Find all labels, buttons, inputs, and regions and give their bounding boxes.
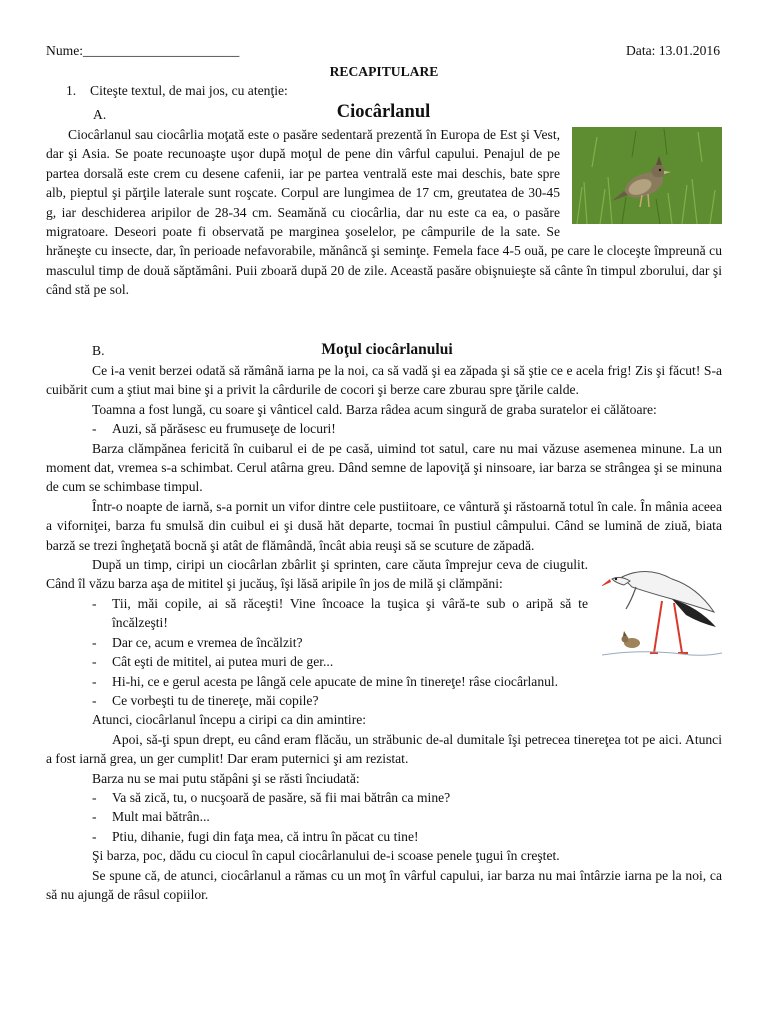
dialogue-line-text: - Mult mai bătrân... xyxy=(112,809,210,825)
dialogue-line xyxy=(46,807,722,826)
story-paragraph xyxy=(46,400,722,419)
worksheet-title: RECAPITULARE xyxy=(329,64,439,79)
section-a-title: Ciocârlanul xyxy=(336,102,431,122)
dialogue-line xyxy=(46,788,722,807)
dialogue-line-text: - Tii, măi copile, ai să răceşti! Vine încoace la tuşica şi vâră-te sub o aripă să te încălzeşti! xyxy=(112,595,588,631)
dialogue-line-text: - Dar ce, acum e vremea de încălzit? xyxy=(112,634,303,650)
dialogue-line xyxy=(46,672,722,691)
name-field: Nume:_______________________ xyxy=(46,43,240,58)
date-field: Data: 13.01.2016 xyxy=(625,43,720,58)
crested-lark-photo xyxy=(572,127,722,224)
dialogue-line-text: - Auzi, să părăsesc eu frumuseţe de locuri! xyxy=(112,421,336,437)
instruction-number: 1. xyxy=(66,83,77,98)
header-row xyxy=(46,41,720,61)
dialogue-line-text: Apoi, să-ţi spun drept, eu când eram flăcău, un străbunic de-al dumitale îşi petrecea tinereţea tot pe aici. Atunci a fost iarnă grea, un ger cumplit! Dar eram puternici şi am rezistat. xyxy=(46,731,722,767)
story-paragraph-text: Atunci, ciocârlanul începu a ciripi ca din amintire: xyxy=(92,712,367,728)
story-paragraph-text: Barza clămpănea fericită în cuibarul ei de pe casă, uimind tot satul, care nu mai văzuse asemenea minune. La un moment dat, vremea s-a schimbat. Cerul atârna greu. Dând semne de lapoviţă şi ninsoare, iar barza se strângea şi se minuna de cum se schimbase timpul. xyxy=(46,440,722,495)
dialogue-line-text: - Cât eşti de mititel, ai putea muri de ger... xyxy=(112,654,334,670)
dialogue-line xyxy=(46,633,722,652)
story-paragraph xyxy=(46,769,722,788)
dialogue-line xyxy=(46,652,722,671)
story-paragraph-text: După un timp, ciripi un ciocârlan zbârlit şi sprinten, care căuta împrejur ceva de ciugulit. Când îl văzu barza aşa de mititel şi jucăuş, îşi lăsă aripile în jos de milă şi clămpăni: xyxy=(46,557,588,592)
story-paragraph-text: Se spune că, de atunci, ciocârlanul a rămas cu un moţ în vârful capului, iar barza nu mai întârzie iarna pe la noi, ca să nu ajungă de râsul copiilor. xyxy=(46,867,722,902)
section-a-heading xyxy=(46,100,726,124)
section-b-title: Moţul ciocârlanului xyxy=(321,341,453,358)
section-a-letter: A. xyxy=(93,107,107,122)
instruction-text: Citeşte textul, de mai jos, cu atenţie: xyxy=(90,83,288,98)
dialogue-line xyxy=(46,419,722,438)
story-paragraph-text: Ce i-a venit berzei odată să rămână iarna pe la noi, ca să vadă şi ea zăpada şi să ştie ce e acela frig! Zis şi făcut! S-a cuibărit cum a ştiut mai bine şi a privit la cârdurile de cocori şi berze care zburau spre ţările calde. xyxy=(46,363,722,398)
story-paragraph-text: Şi barza, poc, dădu cu ciocul în capul ciocârlanului de-i scoase penele ţugui în creştet. xyxy=(92,848,560,864)
dialogue-line-text: - Hi-hi, ce e gerul acesta pe lângă cele apucate de mine în tinereţe! râse ciocârlanul. xyxy=(112,673,559,689)
dialogue-line-text: - Ce vorbeşti tu de tinereţe, măi copile? xyxy=(112,692,319,708)
section-a-text xyxy=(46,125,722,300)
dialogue-line xyxy=(46,691,722,710)
story-paragraph-text: Toamna a fost lungă, cu soare şi vânticel cald. Barza râdea acum singură de graba suratelor ei călătoare: xyxy=(92,401,657,417)
story-paragraph-text: Barza nu se mai putu stăpâni şi se răsti înciudată: xyxy=(92,770,360,786)
story-paragraph xyxy=(46,361,722,400)
story-paragraph xyxy=(46,439,722,497)
story-paragraph xyxy=(46,497,722,555)
lark-photo-graphic xyxy=(572,127,722,224)
section-b-story xyxy=(46,361,722,904)
dialogue-line-text: - Va să zică, tu, o nucşoară de pasăre, să fii mai bătrân ca mine? xyxy=(112,789,451,805)
section-b-letter: B. xyxy=(92,343,105,358)
story-paragraph xyxy=(46,866,722,905)
dialogue-line xyxy=(46,730,722,769)
dialogue-line xyxy=(46,594,722,633)
story-paragraph xyxy=(46,846,722,865)
dialogue-line xyxy=(46,827,722,846)
instruction xyxy=(66,81,288,100)
dialogue-line-text: - Ptiu, dihanie, fugi din faţa mea, că intru în păcat cu tine! xyxy=(112,828,419,844)
section-b-heading xyxy=(46,340,722,360)
section-a-paragraph: Ciocârlanul sau ciocârlia moţată este o pasăre sedentară prezentă în Europa de Est şi Vest, dar şi Asia. Se poate recunoaşte uşor după moţul de pene din vârful capului. Penajul de pe partea dorsală este crem cu desene cafenii, iar pe partea ventrală este mai deschis, bate spre alb, pieptul şi părţile laterale sunt roşcate. Corpul are lungimea de 17 cm, greutatea de 30-45 g, iar deschiderea aripilor de 28-34 cm. Seamănă cu ciocârlia, dar nu este ca ea, o pasăre migratoare. Deseori poate fi observată pe marginea şoselelor, pe câmpurile de la sate. Se hrăneşte cu insecte, dar, în perioade nefavorabile, mănâncă şi seminţe. Femela face 4-5 ouă, pe care le cloceşte împreună cu masculul timp de două săptămâni. Puii zboară după 20 de zile. Această pasăre obişnuieşte să cânte în timpul zborului, dar şi când stă pe sol. xyxy=(46,127,722,298)
story-paragraph xyxy=(46,710,722,729)
story-paragraph-text: Într-o noapte de iarnă, s-a pornit un vifor dintre cele pustiitoare, ce vântură şi răstoarnă totul în cale. În mânia aceea a viforniţei, barza fu smulsă din cuibul ei şi dusă hăt departe, tocmai în pustiul câmpului. Când se lumină de ziuă, biata barză se trezi îngheţată bocnă şi atât de flămândă, încât abia reuşi să se scuture de zăpadă. xyxy=(46,498,722,553)
